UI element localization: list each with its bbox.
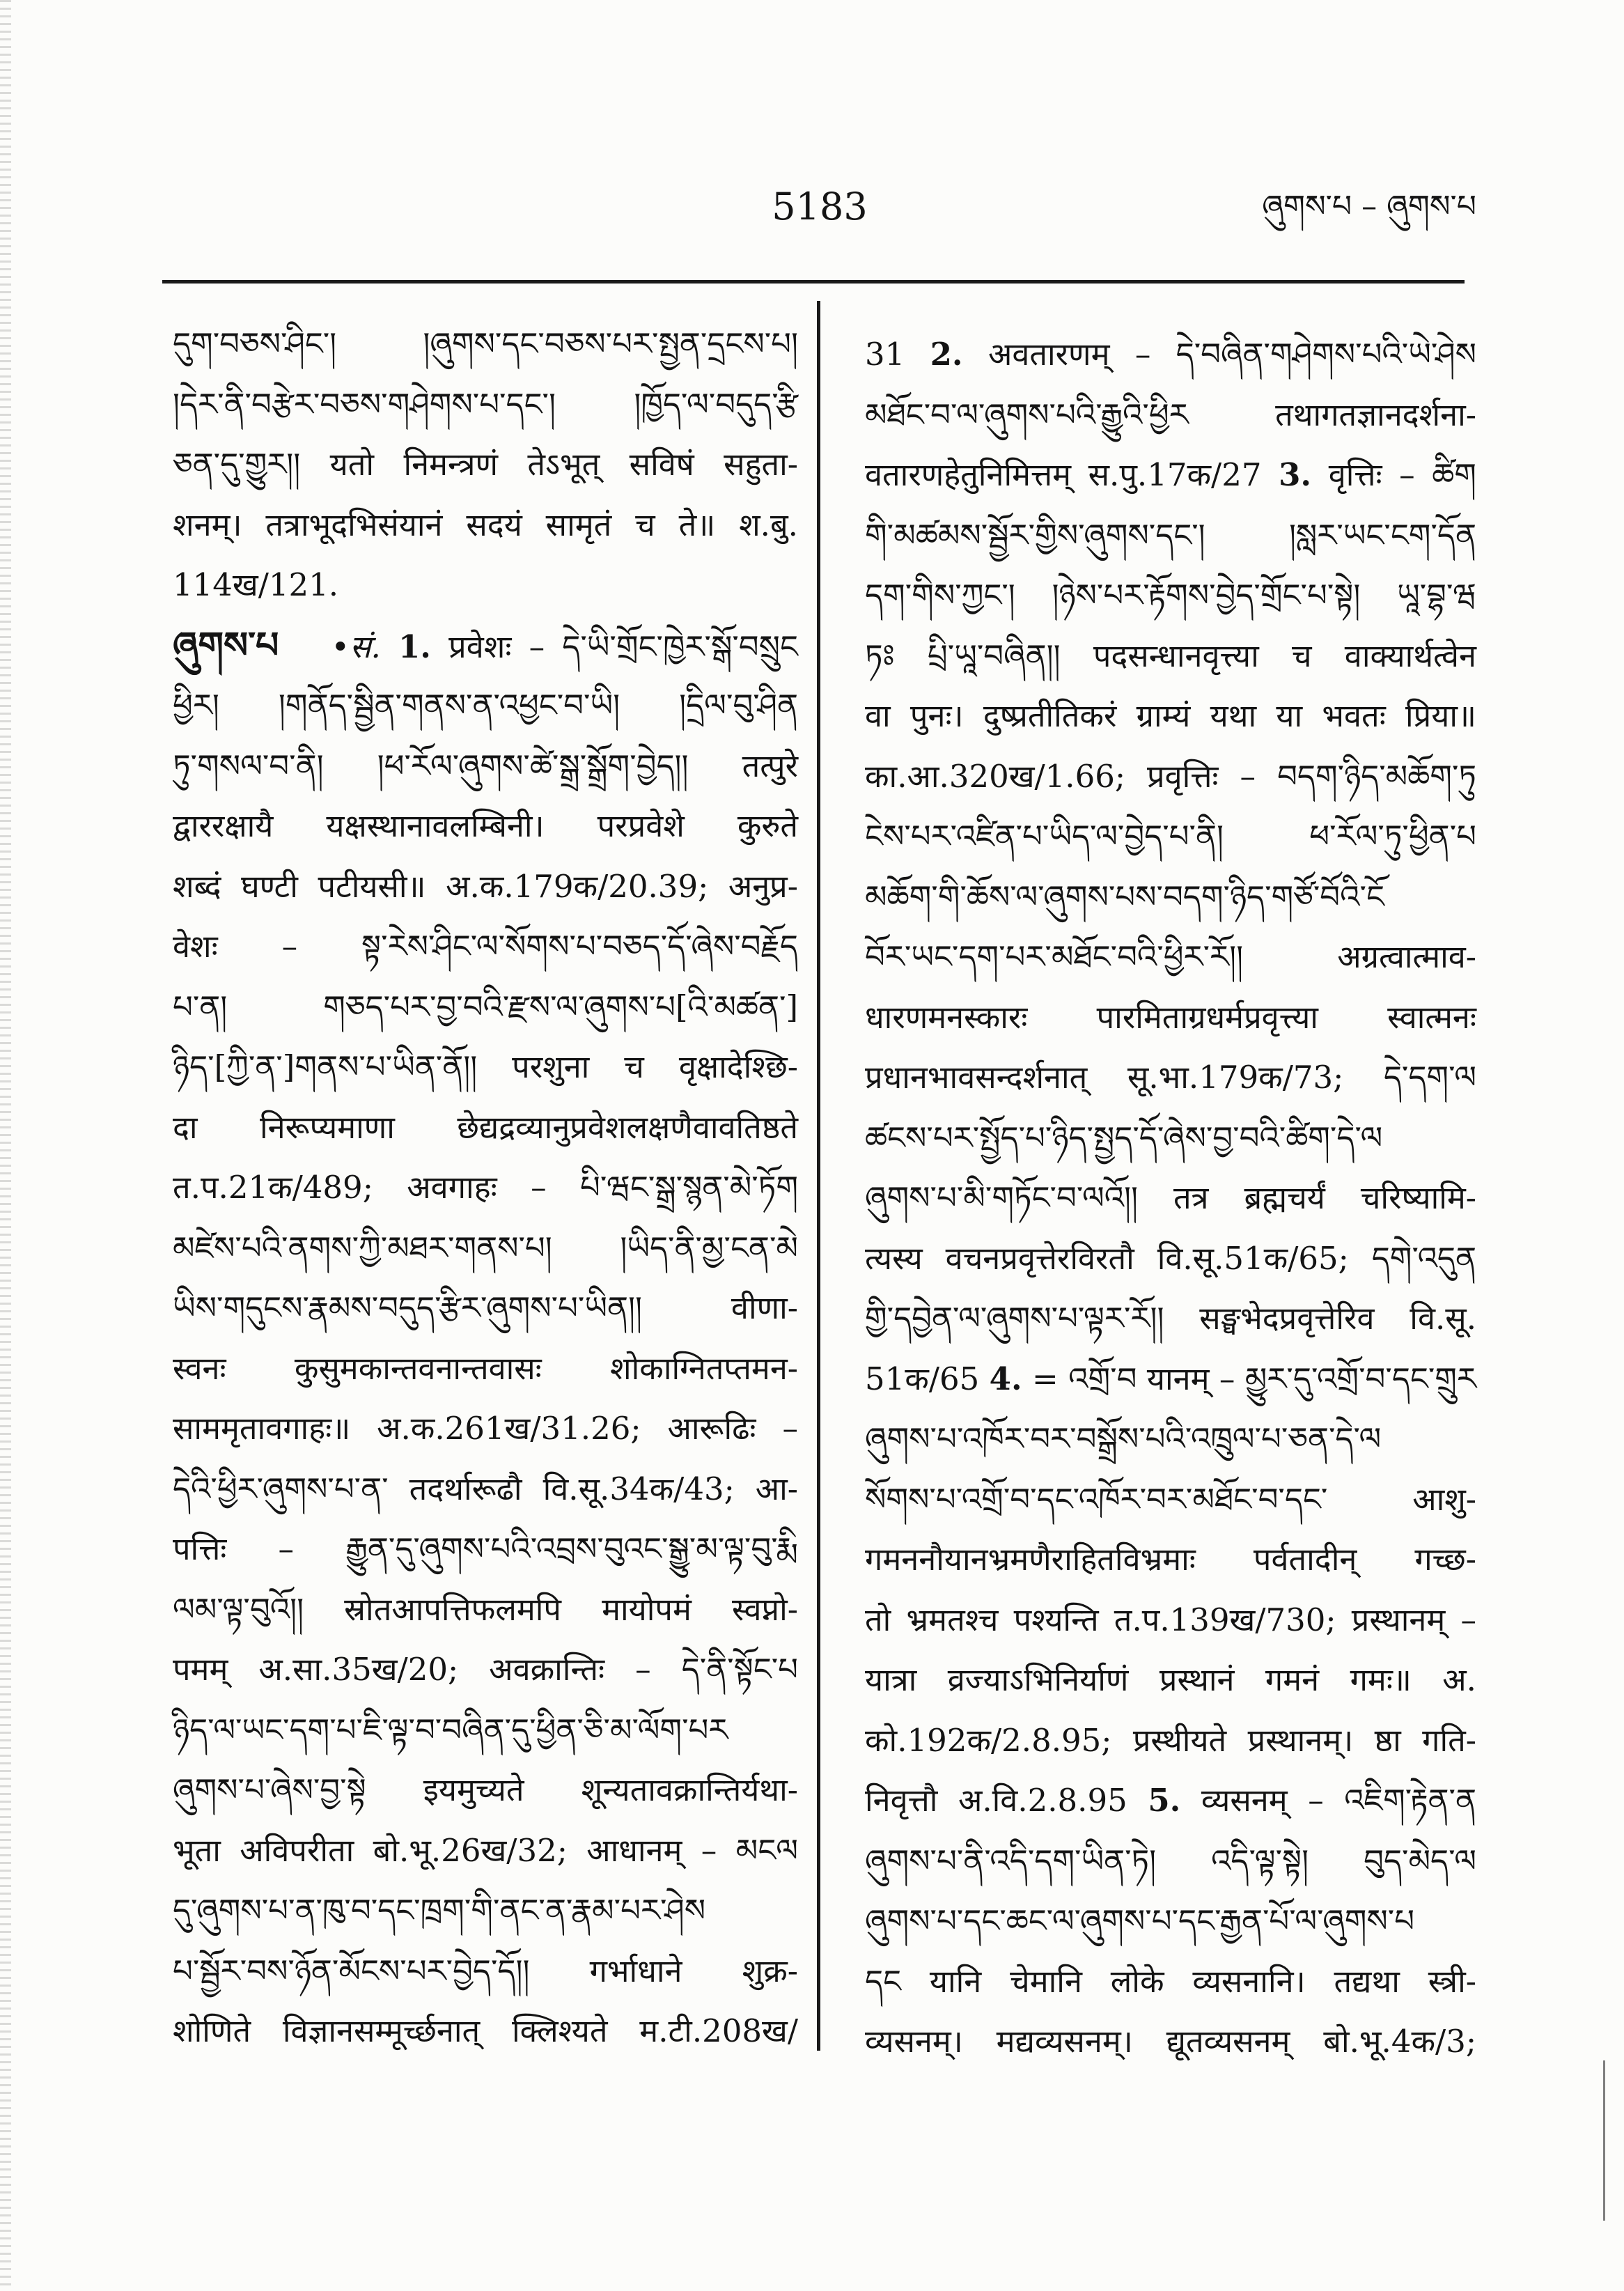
text-line	[173, 917, 798, 977]
text-segment: निवृत्तौ अ.वि.2.8.95	[865, 1782, 1127, 1819]
text-segment: अवतारणम् – དེ་བཞིན་གཤེགས་པའི་ཡེ་ཤེས	[987, 336, 1476, 373]
text-segment: ཞུགས་པ་འཁོར་བར་བསྒྲོས་པའི་འཁྲུལ་པ་ཅན་དེ་ལ	[865, 1420, 1382, 1457]
text-segment: शोणिते विज्ञानसम्मूर्च्छनात् क्लिश्यते म.टी.208ख/	[173, 2012, 798, 2049]
text-line	[173, 375, 798, 435]
text-segment: ཞུགས་པ་མི་གཏོང་བ་ལའོ།། तत्र ब्रह्मचर्यं चरिष्यामि-	[865, 1179, 1476, 1216]
text-line	[173, 1339, 798, 1399]
text-line	[173, 1158, 798, 1218]
text-segment: व्यसनम् – འཇིག་རྟེན་ན	[1201, 1782, 1477, 1819]
text-segment: = འགྲོ་བ यानम् – མྱུར་དུ་འགྲོ་བ་དང་གྲུར	[1032, 1360, 1476, 1397]
text-segment: ཏཿ པྲི་ཡཱ་བཞིན།། पदसन्धानवृत्त्या च वाक्यार्थत्वेन	[865, 637, 1476, 674]
text-line	[173, 2001, 798, 2062]
text-segment: ངེས་པར་འཛིན་པ་ཡིད་ལ་བྱེད་པ་ནི། ཕ་རོལ་ཏུ་ཕྱིན་པ	[865, 818, 1476, 855]
text-line	[865, 1530, 1476, 1590]
text-segment: दा निरूप्यमाणा छेद्यद्रव्यानुप्रवेशलक्षणैवावतिष्ठते	[173, 1108, 798, 1146]
text-segment: वतारणहेतुनिमित्तम् स.पु.17क/27	[865, 456, 1262, 493]
text-line	[173, 676, 798, 736]
text-line	[865, 1590, 1476, 1651]
text-line	[173, 1760, 798, 1821]
text-segment: 31	[865, 336, 905, 373]
text-segment: त.प.21क/489; अवगाहः – པི་ཝང་སྒྲ་སྙན་མེ་ཏོག	[173, 1169, 798, 1206]
text-segment: 51क/65	[865, 1360, 980, 1397]
text-segment: 114ख/121.	[173, 566, 339, 603]
text-segment: །དེར་ནི་བརྩེར་བཅས་གཤེགས་པ་དང་། །ཁྱོད་ལ་བདུད་རྩི	[173, 385, 798, 423]
sense-number: 2.	[930, 336, 963, 373]
text-segment: पत्तिः – རྒྱུན་དུ་ཞུགས་པའི་འབྲས་བུའང་སྒྱུ་མ་ལྟ་བུ་རྨི	[173, 1530, 798, 1567]
text-segment: धारणमनस्कारः पारमिताग्रधर्मप्रवृत्त्या स्वात्मनः	[865, 998, 1476, 1036]
text-segment: को.192क/2.8.95; प्रस्थीयते प्रस्थानम्। ष्ठा गति-	[865, 1721, 1476, 1759]
text-segment: དག་གིས་ཀྱང་། །ཉེས་པར་རྟོགས་བྱེད་གྲོང་པ་སྟེ། ཡཱ་བྷ་ཝ	[865, 577, 1476, 614]
text-line	[173, 736, 798, 797]
text-line	[865, 988, 1476, 1048]
sense-number: 4.	[989, 1360, 1022, 1397]
left-column	[173, 314, 798, 2062]
text-segment: ཞུགས་པ་དང་ཆང་ལ་ཞུགས་པ་དང་རྒྱན་པོ་ལ་ཞུགས་པ	[865, 1902, 1415, 1939]
text-line	[865, 566, 1476, 626]
scan-edge-noise	[0, 0, 11, 2291]
text-segment: ཉིད་[ཀྱི་ན་]གནས་པ་ཡིན་ནོ།། परशुना च वृक्षादेश्छि-	[173, 1048, 798, 1085]
text-segment: यात्रा व्रज्याऽभिनिर्याणं प्रस्थानं गमनं गमः॥ अ.	[865, 1661, 1476, 1698]
column-divider	[817, 301, 820, 2051]
text-line	[865, 506, 1476, 566]
text-segment: ཉིད་ལ་ཡང་དག་པ་ཇི་ལྟ་བ་བཞིན་དུ་ཕྱིན་ཅི་མ་ལོག་པར	[173, 1711, 728, 1748]
text-segment: वा पुनः। दुष्प्रतीतिकरं ग्राम्यं यथा या भवतः प्रिया॥	[865, 697, 1476, 734]
text-line	[173, 1218, 798, 1279]
text-line	[173, 796, 798, 857]
text-line	[173, 1278, 798, 1339]
text-segment: གི་མཚམས་སྦྱོར་གྱིས་ཞུགས་དང་། །སླར་ཡང་ངག་དོན	[865, 516, 1476, 554]
text-line	[173, 435, 798, 495]
text-line	[865, 626, 1476, 687]
page-number: 5183	[772, 185, 868, 228]
text-line	[865, 385, 1476, 446]
text-segment: त्यस्य वचनप्रवृत्तेरविरतौ वि.सू.51क/65; དགེ་འདུན	[865, 1239, 1476, 1277]
text-segment: भूता अविपरीता बो.भू.26ख/32; आधानम् – མངལ	[173, 1831, 798, 1869]
right-column	[865, 325, 1476, 2072]
text-line	[865, 686, 1476, 747]
text-segment: वेशः – སྟ་རེས་ཤིང་ལ་སོགས་པ་བཅད་དོ་ཞེས་བརྗོད	[173, 928, 798, 965]
text-line	[865, 1289, 1476, 1349]
text-line	[173, 1459, 798, 1520]
sense-number: 5.	[1148, 1782, 1181, 1819]
headword: ཞུགས་པ	[173, 623, 279, 667]
text-line	[173, 495, 798, 556]
text-line	[865, 1711, 1476, 1771]
running-head: ཞུགས་པ – ཞུགས་པ	[1262, 189, 1476, 224]
text-line	[173, 1098, 798, 1158]
text-line	[173, 314, 798, 375]
text-segment: ཡིས་གདུངས་རྣམས་བདུད་རྩིར་ཞུགས་པ་ཡིན།། वीणा-	[173, 1289, 798, 1326]
text-line	[173, 1700, 798, 1761]
text-line	[173, 1037, 798, 1098]
text-line	[173, 1821, 798, 1881]
text-line	[173, 1519, 798, 1580]
text-segment: का.आ.320ख/1.66; प्रवृत्तिः – བདག་ཉིད་མཆོག་ཏུ	[865, 757, 1476, 795]
text-line	[865, 445, 1476, 506]
text-segment: མཆོག་གི་ཆོས་ལ་ཞུགས་པས་བདག་ཉིད་གཙོ་བོའི་ངོ	[865, 878, 1384, 915]
text-line	[865, 1771, 1476, 1831]
text-segment: བོར་ཡང་དག་པར་མཐོང་བའི་ཕྱིར་རོ།། अग्रत्वात्माव-	[865, 938, 1476, 975]
text-segment: ཞུགས་པ་ཞེས་བྱ་སྟེ इयमुच्यते शून्यतावक्रान्तिर्यथा-	[173, 1771, 798, 1808]
text-segment: གྱི་དབྱེན་ལ་ཞུགས་པ་ལྟར་རོ།། सङ्घभेदप्रवृत्तेरिव वि.सू.	[865, 1300, 1476, 1337]
text-line	[865, 927, 1476, 988]
text-segment: ལམ་ལྟ་བུའོ།། स्रोतआपत्तिफलमपि मायोपमं स्वप्नो-	[173, 1590, 798, 1628]
text-line	[865, 1108, 1476, 1169]
sense-number: 1.	[398, 628, 431, 665]
text-line	[173, 1580, 798, 1640]
text-segment: व्यसनम्। मद्यव्यसनम्। द्यूतव्यसनम् बो.भू.4क/3;	[865, 2023, 1476, 2060]
text-line	[173, 1881, 798, 1941]
text-segment: साममृतावगाहः॥ अ.क.261ख/31.26; आरूढिः –	[173, 1410, 798, 1447]
text-segment: མཛེས་པའི་ནགས་ཀྱི་མཐར་གནས་པ། །ཡིད་ནི་མྱ་ངན་མེ	[173, 1229, 798, 1266]
text-segment: पमम् अ.सा.35ख/20; अवक्रान्तिः – དེ་ནི་སྟོང་པ	[173, 1651, 798, 1688]
text-line	[173, 1640, 798, 1700]
text-line	[865, 325, 1476, 385]
text-segment: स्वनः कुसुमकान्तवनान्तवासः शोकाग्नितप्तमन-	[173, 1349, 798, 1387]
sense-number: 3.	[1279, 456, 1312, 493]
text-segment: དང यानि चेमानि लोके व्यसनानि। तद्यथा स्त्री-	[865, 1962, 1476, 2000]
text-line	[173, 977, 798, 1038]
text-segment: དུག་བཅས་ཤིང་། །ཞུགས་དང་བཅས་པར་སྤྱན་དྲངས་པ།	[173, 325, 798, 362]
text-line	[173, 1399, 798, 1459]
text-segment: गमननौयानभ्रमणैराहितविभ्रमाः पर्वतादीन् गच्छ-	[865, 1541, 1476, 1578]
scan-edge-mark	[1603, 2060, 1605, 2221]
text-segment: དེའི་ཕྱིར་ཞུགས་པ་ན་ तदर्थारूढौ वि.सू.34क/43; आ-	[173, 1470, 798, 1507]
text-segment: ཞུགས་པ་ནི་འདི་དག་ཡིན་ཏེ། འདི་ལྟ་སྟེ། བུད་མེད་ལ	[865, 1842, 1476, 1879]
text-segment: དུ་ཞུགས་པ་ན་ཁུ་བ་དང་ཁྲག་གི་ནང་ན་རྣམ་པར་ཤེས	[173, 1892, 706, 1929]
text-segment: प्रवेशः – དེ་ཡི་གྲོང་ཁྱེར་སྒོ་བསྲུང	[448, 628, 798, 665]
text-segment: པ་ན། གཅད་པར་བྱ་བའི་རྫས་ལ་ཞུགས་པ[འི་མཚན་]	[173, 988, 798, 1025]
text-line	[865, 1470, 1476, 1530]
text-segment: तो भ्रमतश्च पश्यन्ति त.प.139ख/730; प्रस्थानम् –	[865, 1601, 1476, 1638]
text-line	[865, 867, 1476, 928]
text-line	[865, 2012, 1476, 2072]
text-segment: མཐོང་བ་ལ་ཞུགས་པའི་རྒྱུའི་ཕྱིར तथागतज्ञानदर्शना-	[865, 396, 1476, 433]
text-line	[865, 1891, 1476, 1952]
text-line	[865, 1952, 1476, 2012]
text-segment: ཅན་དུ་གྱུར།། यतो निमन्त्रणं तेऽभूत् सविषं सहुता-	[173, 446, 798, 483]
text-line	[865, 1650, 1476, 1711]
text-segment: ཕྱིར། །གནོད་སྦྱིན་གནས་ན་འཕྱང་བ་ཡི། །དྲིལ་བུ་ཤིན	[173, 687, 798, 724]
text-segment: ཏུ་གསལ་བ་ནི། །ཕ་རོལ་ཞུགས་ཚེ་སྒྲ་སྒྲོག་བྱེད།། तत्पुरे	[173, 747, 798, 784]
text-segment: प्रधानभावसन्दर्शनात् सू.भा.179क/73; དེ་དག་ལ	[865, 1059, 1476, 1096]
text-line	[173, 857, 798, 917]
text-line	[865, 1831, 1476, 1892]
text-line	[173, 616, 798, 676]
text-segment: द्वाररक्षायै यक्षस्थानावलम्बिनी। परप्रवेशे कुरुते	[173, 807, 798, 844]
text-segment: वृत्तिः – ཚིག	[1328, 456, 1476, 493]
text-line	[173, 555, 798, 616]
grammar-label: •सं.	[331, 628, 381, 665]
text-segment: པ་སྦྱོར་བས་ཉོན་མོངས་པར་བྱེད་དོ།། गर्भाधाने शुक्र-	[173, 1952, 798, 1989]
text-segment: ཚངས་པར་སྤྱོད་པ་ཉིད་སྤྱད་དོ་ཞེས་བྱ་བའི་ཚིག་དེ་ལ	[865, 1119, 1383, 1156]
text-line	[865, 1229, 1476, 1289]
text-line	[173, 1941, 798, 2002]
text-line	[865, 1349, 1476, 1410]
text-segment: शब्दं घण्टी पटीयसी॥ अ.क.179क/20.39; अनुप्र-	[173, 867, 798, 905]
text-segment: སོགས་པ་འགྲོ་བ་དང་འཁོར་བར་མཐོང་བ་དང་ आशु-	[865, 1480, 1476, 1518]
text-line	[865, 1409, 1476, 1470]
text-line	[865, 1168, 1476, 1229]
text-line	[865, 1048, 1476, 1108]
header-rule	[162, 280, 1465, 284]
text-line	[865, 747, 1476, 807]
text-line	[865, 807, 1476, 867]
text-segment: शनम्। तत्राभूदभिसंयानं सदयं सामृतं च ते॥ श.बु.	[173, 506, 798, 543]
